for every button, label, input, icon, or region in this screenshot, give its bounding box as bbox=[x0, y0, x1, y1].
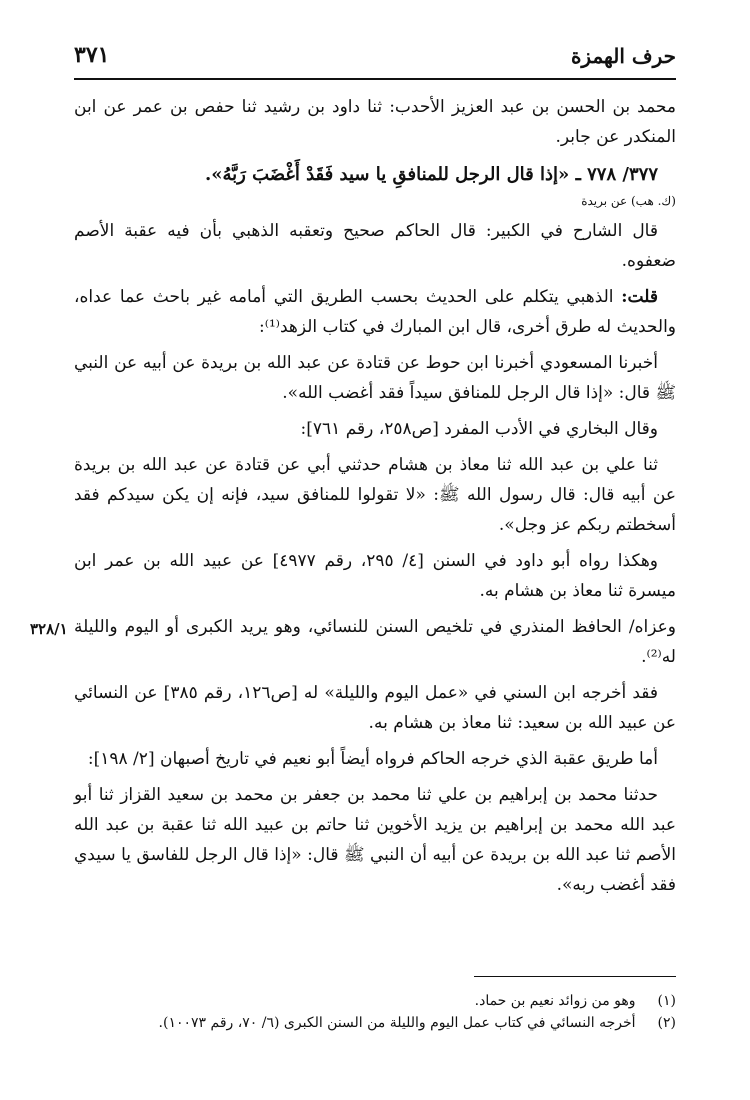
qultu-text: الذهبي يتكلم على الحديث بحسب الطريق التي أمامه غير باحث عما عداه، والحديث له طرق أخرى، قال ابن المبارك في كتاب الزهد⁽¹⁾: bbox=[74, 287, 676, 337]
main-text bbox=[30, 92, 676, 906]
footnote-divider bbox=[474, 976, 676, 977]
hadith-source: (ك. هب) عن بريدة bbox=[581, 194, 676, 208]
paragraph-abu-dawud: وهكذا رواه أبو داود في السنن [٤/ ٢٩٥، رقم ٤٩٧٧] عن عبيد الله بن عمر ابن ميسرة ثنا معاذ بن هشام به. bbox=[74, 551, 676, 601]
paragraph-mundhiri-block bbox=[30, 612, 676, 672]
paragraph-bukhari: وقال البخاري في الأدب المفرد [ص٢٥٨، رقم ٧٦١]: bbox=[300, 419, 658, 439]
paragraph-mundhiri: وعزاه/ الحافظ المنذري في تلخيص السنن للنسائي، وهو يريد الكبرى أو اليوم والليلة له⁽²⁾. bbox=[74, 617, 676, 667]
footnote-number: (١) bbox=[657, 993, 676, 1009]
page-number: ٣٧١ bbox=[74, 42, 110, 68]
footnote-item bbox=[74, 990, 676, 1012]
paragraph-ibn-sunni: فقد أخرجه ابن السني في «عمل اليوم والليلة» له [ص١٢٦، رقم ٣٨٥] عن النسائي عن عبيد الله بن سعيد: ثنا معاذ بن هشام به. bbox=[74, 683, 676, 733]
paragraph-sharih: قال الشارح في الكبير: قال الحاكم صحيح وتعقبه الذهبي بأن فيه عقبة الأصم ضعفوه. bbox=[74, 221, 676, 271]
page-header bbox=[74, 38, 676, 80]
paragraph-chain-end: محمد بن الحسن بن عبد العزيز الأحدب: ثنا داود بن رشيد ثنا حفص بن عمر عن ابن المنكدر عن جابر. bbox=[74, 97, 676, 147]
paragraph-abu-nuaym-chain: حدثنا محمد بن إبراهيم بن علي ثنا محمد بن جعفر بن محمد بن سعيد القزاز ثنا أبو عبد الله محمد بن إبراهيم بن يزيد الأخوين ثنا حاتم بن عبيد الله ثنا عقبة بن عبد الله الأصم ثنا عبد الله بن بريدة عن أبيه أن النبي ﷺ قال: «إذا قال الرجل للفاسق يا سيدي فقد أغضب ربه». bbox=[74, 785, 676, 895]
footnote-text: وهو من زوائد نعيم بن حماد. bbox=[474, 993, 636, 1009]
margin-volume-ref: ٣٢٨/١ bbox=[30, 620, 68, 638]
hadith-heading: ٣٧٧/ ٧٧٨ ـ «إذا قال الرجل للمنافقِ يا سيد فَقَدْ أَغْضَبَ رَبَّهُ». bbox=[205, 164, 658, 185]
footnote-number: (٢) bbox=[657, 1015, 676, 1031]
footnotes bbox=[74, 990, 676, 1034]
paragraph-bukhari-chain: ثنا علي بن عبد الله ثنا معاذ بن هشام حدثني أبي عن قتادة عن عبد الله بن بريدة عن أبيه قال: قال رسول الله ﷺ: «لا تقولوا للمنافق سيد، فإنه إن يكن سيدكم فقد أسخطتم ربكم عز وجل». bbox=[74, 455, 676, 535]
qultu-label: قلت: bbox=[621, 287, 658, 307]
paragraph-abu-nuaym: أما طريق عقبة الذي خرجه الحاكم فرواه أيضاً أبو نعيم في تاريخ أصبهان [٢/ ١٩٨]: bbox=[87, 749, 658, 769]
paragraph-masudi: أخبرنا المسعودي أخبرنا ابن حوط عن قتادة عن عبد الله بن بريدة عن أبيه عن النبي ﷺ قال: «إذا قال الرجل للمنافق سيداً فقد أغضب الله». bbox=[74, 353, 676, 403]
footnote-item bbox=[74, 1012, 676, 1034]
paragraph-qultu bbox=[74, 282, 676, 342]
footnote-text: أخرجه النسائي في كتاب عمل اليوم والليلة من السنن الكبرى (٦/ ٧٠، رقم ١٠٠٧٣). bbox=[158, 1015, 636, 1031]
chapter-title: حرف الهمزة bbox=[570, 44, 676, 68]
